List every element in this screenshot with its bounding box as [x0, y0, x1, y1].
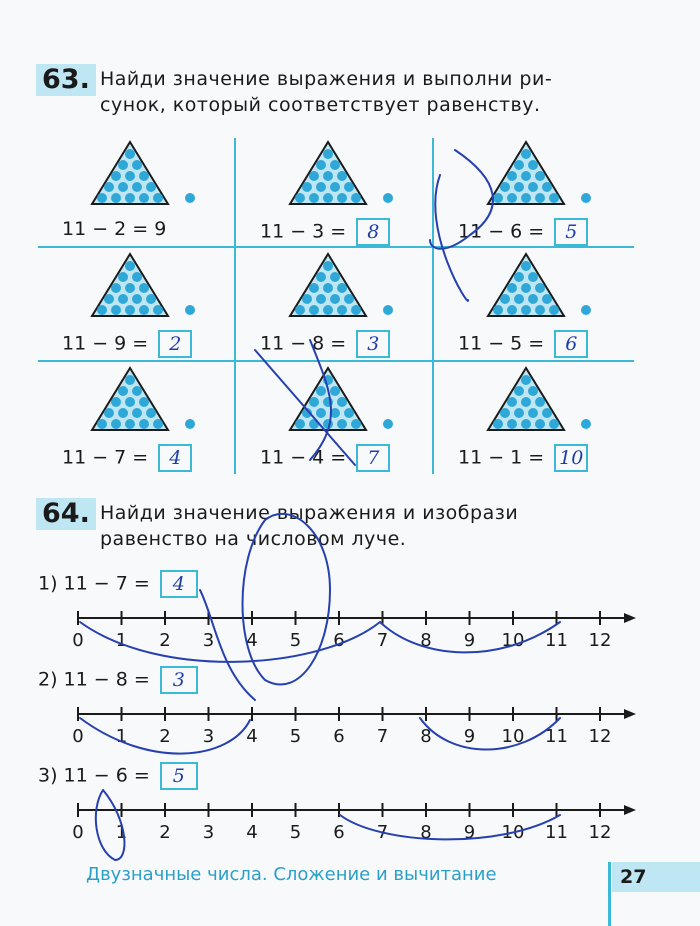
ray-tick-label: 4 — [246, 822, 258, 843]
dot — [118, 294, 128, 304]
ray-tick-label: 1 — [115, 726, 128, 747]
number-ray — [38, 792, 638, 872]
expression: 11 − 5 = 6 — [458, 330, 588, 358]
answer-box[interactable]: 6 — [554, 330, 588, 358]
dot — [125, 261, 135, 271]
ray-tick-label: 11 — [545, 822, 568, 843]
dot — [111, 419, 121, 429]
dot — [97, 193, 107, 203]
extra-dot — [383, 305, 393, 315]
dot — [111, 171, 121, 181]
dot — [104, 408, 114, 418]
dot — [528, 182, 538, 192]
dot — [542, 408, 552, 418]
task-number-64: 64. — [36, 498, 96, 530]
ray-tick-label: 9 — [463, 822, 476, 843]
triangle-cell — [38, 364, 236, 476]
dot — [500, 182, 510, 192]
dot — [132, 160, 142, 170]
dot — [323, 171, 333, 181]
dot — [344, 182, 354, 192]
ray-tick-label: 11 — [545, 726, 568, 747]
dot-triangle-icon — [90, 252, 200, 326]
dot — [521, 305, 531, 315]
dot — [528, 272, 538, 282]
ray-tick-label: 2 — [159, 630, 171, 651]
answer-box[interactable]: 5 — [554, 218, 588, 246]
dot — [351, 305, 361, 315]
dot-triangle-icon — [288, 140, 398, 214]
dot — [330, 294, 340, 304]
ray-arrow-icon — [624, 613, 636, 623]
dot — [309, 171, 319, 181]
answer-box[interactable]: 3 — [160, 666, 198, 694]
ray-tick-label: 8 — [420, 630, 432, 651]
dot — [125, 149, 135, 159]
dot — [139, 397, 149, 407]
extra-dot — [185, 419, 195, 429]
extra-dot — [185, 193, 195, 203]
ray-tick-label: 2 — [159, 822, 171, 843]
dot — [146, 408, 156, 418]
dot — [535, 193, 545, 203]
extra-dot — [185, 305, 195, 315]
dot-triangle-svg — [90, 140, 200, 210]
dot — [493, 193, 503, 203]
dot — [97, 305, 107, 315]
dot — [514, 160, 524, 170]
ray-tick-label: 0 — [72, 822, 84, 843]
extra-dot — [383, 193, 393, 203]
dot — [337, 283, 347, 293]
dot — [111, 193, 121, 203]
dot — [153, 305, 163, 315]
dot — [521, 171, 531, 181]
ray-tick-label: 3 — [202, 726, 215, 747]
dot — [344, 408, 354, 418]
triangle-cell — [434, 364, 632, 476]
ray-tick-label: 12 — [588, 630, 612, 651]
triangle-cell — [38, 250, 236, 362]
dot — [521, 261, 531, 271]
dot — [323, 397, 333, 407]
dot-triangle-icon — [90, 366, 200, 440]
dot — [118, 182, 128, 192]
dot — [309, 305, 319, 315]
dot-triangle-svg — [288, 366, 398, 436]
dot — [302, 294, 312, 304]
dot — [514, 272, 524, 282]
dot — [139, 193, 149, 203]
dot — [500, 408, 510, 418]
dot — [295, 419, 305, 429]
dot — [323, 149, 333, 159]
dot — [528, 160, 538, 170]
dot — [146, 182, 156, 192]
dot — [316, 386, 326, 396]
dot — [125, 305, 135, 315]
triangle-cell — [236, 364, 434, 476]
dot — [111, 397, 121, 407]
dot — [125, 193, 135, 203]
dot-triangle-icon — [486, 366, 596, 440]
extra-dot — [581, 193, 591, 203]
dot — [521, 149, 531, 159]
dot — [111, 283, 121, 293]
dot — [139, 305, 149, 315]
dot — [337, 171, 347, 181]
expression: 11 − 2 = 9 — [62, 218, 167, 240]
answer-box[interactable]: 10 — [554, 444, 588, 472]
ray-tick-label: 7 — [376, 630, 389, 651]
dot — [542, 294, 552, 304]
task64-text-line2: равенство на числовом луче. — [100, 528, 407, 550]
dot — [104, 294, 114, 304]
dot — [139, 171, 149, 181]
dot — [132, 294, 142, 304]
dot — [323, 305, 333, 315]
extra-dot — [383, 419, 393, 429]
expression: 11 − 9 = 2 — [62, 330, 192, 358]
ray-tick-label: 4 — [246, 726, 258, 747]
ray-tick-label: 3 — [202, 822, 215, 843]
dot — [146, 294, 156, 304]
dot — [111, 305, 121, 315]
extra-dot — [581, 419, 591, 429]
dot — [118, 272, 128, 282]
dot — [521, 193, 531, 203]
dot — [337, 419, 347, 429]
dot-triangle-svg — [288, 252, 398, 322]
dot-triangle-svg — [486, 252, 596, 322]
dot — [507, 397, 517, 407]
dot-triangle-svg — [486, 140, 596, 210]
dot — [316, 408, 326, 418]
dot — [521, 397, 531, 407]
dot — [549, 193, 559, 203]
page-marker — [608, 862, 611, 926]
dot — [514, 294, 524, 304]
expression: 11 − 8 = 3 — [260, 330, 390, 358]
expression: 11 − 7 = 4 — [62, 444, 192, 472]
dot — [323, 261, 333, 271]
dot — [153, 419, 163, 429]
ray-tick-label: 6 — [333, 822, 345, 843]
ray-tick-label: 6 — [333, 630, 345, 651]
dot — [316, 160, 326, 170]
dot — [535, 419, 545, 429]
dot-triangle-icon — [288, 252, 398, 326]
answer-box[interactable]: 7 — [356, 444, 390, 472]
ray-equation: 1) 11 − 7 = 4 — [38, 570, 198, 598]
dot — [535, 171, 545, 181]
ray-tick-label: 12 — [588, 822, 612, 843]
dot — [535, 305, 545, 315]
dot — [528, 294, 538, 304]
task63-text-line1: Найди значение выражения и выполни ри- — [100, 68, 553, 90]
ray-tick-label: 9 — [463, 630, 476, 651]
dot — [302, 182, 312, 192]
dot — [132, 272, 142, 282]
ray-arrow-icon — [624, 805, 636, 815]
ray-tick-label: 12 — [588, 726, 612, 747]
dot — [132, 386, 142, 396]
ray-tick-label: 5 — [289, 822, 302, 843]
dot — [514, 408, 524, 418]
triangle-cell — [434, 250, 632, 362]
dot — [309, 193, 319, 203]
answer-box[interactable]: 2 — [158, 330, 192, 358]
ray-tick-label: 7 — [376, 822, 389, 843]
dot — [528, 408, 538, 418]
dot — [302, 408, 312, 418]
ray-tick-label: 9 — [463, 726, 476, 747]
extra-dot — [581, 305, 591, 315]
triangle-cell — [236, 250, 434, 362]
ray-tick-label: 1 — [115, 822, 128, 843]
dot — [323, 283, 333, 293]
answer-value: 9 — [154, 218, 167, 240]
dot — [330, 386, 340, 396]
ray-tick-label: 6 — [333, 726, 345, 747]
dot — [323, 193, 333, 203]
dot — [309, 283, 319, 293]
task63-text-line2: сунок, который соответствует равенству. — [100, 94, 541, 116]
ray-equation: 2) 11 − 8 = 3 — [38, 666, 198, 694]
expression: 11 − 1 = 10 — [458, 444, 588, 472]
triangle-grid — [38, 138, 634, 474]
dot — [125, 419, 135, 429]
ray-tick-label: 10 — [501, 726, 525, 747]
dot — [337, 397, 347, 407]
answer-box[interactable]: 4 — [158, 444, 192, 472]
dot-triangle-icon — [486, 140, 596, 214]
dot — [493, 419, 503, 429]
answer-box[interactable]: 3 — [356, 330, 390, 358]
triangle-cell — [38, 138, 236, 250]
dot — [118, 386, 128, 396]
expression: 11 − 4 = 7 — [260, 444, 390, 472]
triangle-cell — [236, 138, 434, 250]
answer-box[interactable]: 4 — [160, 570, 198, 598]
dot — [118, 160, 128, 170]
ray-tick-label: 3 — [202, 630, 215, 651]
ray-tick-label: 11 — [545, 630, 568, 651]
dot — [104, 182, 114, 192]
dot — [139, 419, 149, 429]
chapter-title: Двузначные числа. Сложение и вычитание — [86, 864, 497, 885]
dot — [337, 305, 347, 315]
dot — [132, 408, 142, 418]
dot — [507, 305, 517, 315]
dot — [330, 160, 340, 170]
dot — [295, 193, 305, 203]
dot — [500, 294, 510, 304]
triangle-cell — [434, 138, 632, 250]
dot — [125, 171, 135, 181]
dot — [351, 419, 361, 429]
dot — [528, 386, 538, 396]
dot — [316, 272, 326, 282]
task-number-63: 63. — [36, 64, 96, 96]
dot-triangle-svg — [288, 140, 398, 210]
answer-box[interactable]: 8 — [356, 218, 390, 246]
dot-triangle-icon — [90, 140, 200, 214]
ray-tick-label: 5 — [289, 630, 302, 651]
ray-tick-label: 7 — [376, 726, 389, 747]
dot — [514, 386, 524, 396]
dot — [344, 294, 354, 304]
dot — [507, 283, 517, 293]
dot — [118, 408, 128, 418]
dot — [521, 419, 531, 429]
answer-box[interactable]: 5 — [160, 762, 198, 790]
dot — [316, 294, 326, 304]
dot — [542, 182, 552, 192]
dot — [323, 375, 333, 385]
dot-triangle-svg — [486, 366, 596, 436]
dot — [97, 419, 107, 429]
dot — [549, 305, 559, 315]
dot — [493, 305, 503, 315]
expression: 11 − 6 = 5 — [458, 218, 588, 246]
dot — [153, 193, 163, 203]
dot — [521, 375, 531, 385]
dot — [309, 419, 319, 429]
dot — [295, 305, 305, 315]
expression: 11 − 3 = 8 — [260, 218, 390, 246]
page-number: 27 — [612, 862, 700, 892]
dot — [323, 419, 333, 429]
dot — [139, 283, 149, 293]
ray-tick-label: 10 — [501, 822, 525, 843]
ray-tick-label: 8 — [420, 822, 432, 843]
dot — [549, 419, 559, 429]
dot — [507, 419, 517, 429]
dot — [330, 182, 340, 192]
dot — [330, 272, 340, 282]
dot — [125, 283, 135, 293]
dot-triangle-svg — [90, 252, 200, 322]
ray-tick-label: 2 — [159, 726, 171, 747]
ray-tick-label: 10 — [501, 630, 525, 651]
dot — [337, 193, 347, 203]
ray-tick-label: 5 — [289, 726, 302, 747]
dot — [132, 182, 142, 192]
ray-tick-label: 0 — [72, 630, 84, 651]
dot — [507, 193, 517, 203]
dot — [125, 375, 135, 385]
dot — [535, 397, 545, 407]
dot-triangle-icon — [486, 252, 596, 326]
dot — [351, 193, 361, 203]
ray-arrow-icon — [624, 709, 636, 719]
ray-equation: 3) 11 − 6 = 5 — [38, 762, 198, 790]
dot — [330, 408, 340, 418]
dot — [521, 283, 531, 293]
dot — [514, 182, 524, 192]
ray-tick-label: 1 — [115, 630, 128, 651]
task64-text-line1: Найди значение выражения и изобрази — [100, 502, 519, 524]
dot-triangle-svg — [90, 366, 200, 436]
dot — [309, 397, 319, 407]
ray-tick-label: 8 — [420, 726, 432, 747]
dot-triangle-icon — [288, 366, 398, 440]
dot — [125, 397, 135, 407]
ray-tick-label: 0 — [72, 726, 84, 747]
dot — [535, 283, 545, 293]
dot — [507, 171, 517, 181]
dot — [316, 182, 326, 192]
ray-tick-label: 4 — [246, 630, 258, 651]
